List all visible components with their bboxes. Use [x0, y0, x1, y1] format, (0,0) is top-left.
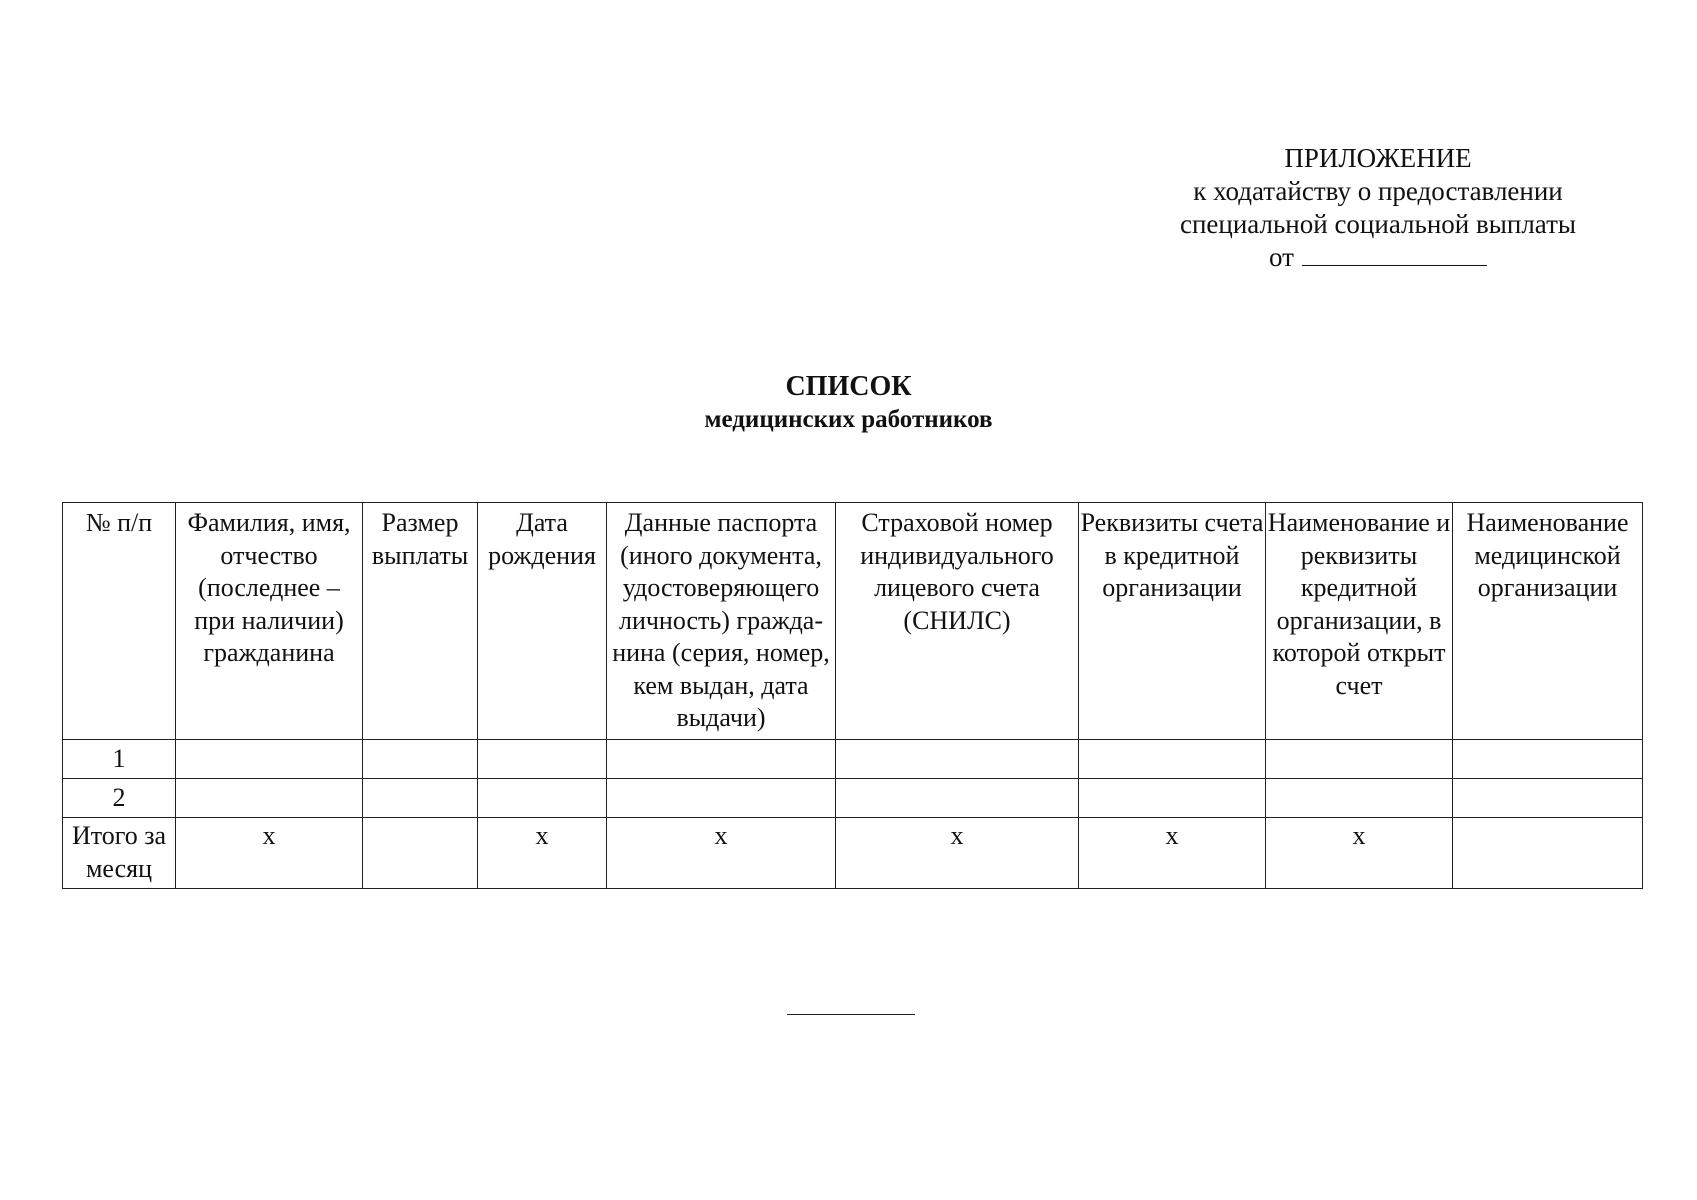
col-header-passport-data: Данные паспорта (иного документа, удостоверяющего личность) гражда-нина (серия, номер, кем выдан, дата выдачи): [607, 503, 836, 740]
table-cell: [363, 779, 478, 818]
table-cell: [1079, 779, 1266, 818]
appendix-date-prefix: от: [1269, 242, 1294, 272]
total-cell: x: [1079, 818, 1266, 889]
col-header-medical-organization: Наименование медицинской организации: [1453, 503, 1643, 740]
appendix-date-blank: [1302, 243, 1487, 266]
col-header-snils: Страховой номер индивидуального лицевого счета (СНИЛС): [836, 503, 1079, 740]
total-label: Итого за месяц: [63, 818, 176, 889]
table-cell: [607, 779, 836, 818]
appendix-line-1: к ходатайству о предоставлении: [1193, 176, 1563, 206]
table-cell: [1453, 740, 1643, 779]
table-cell: [1079, 740, 1266, 779]
document-subtitle: медицинских работников: [704, 406, 993, 433]
document-title: СПИСОК: [785, 371, 912, 402]
table-cell: [176, 740, 363, 779]
table-cell: [478, 740, 607, 779]
total-cell: x: [836, 818, 1079, 889]
appendix-title: ПРИЛОЖЕНИЕ: [1284, 143, 1472, 173]
table-cell: [836, 740, 1079, 779]
col-header-bank-details: Наименование и реквизиты кредитной организации, в которой открыт счет: [1266, 503, 1453, 740]
appendix-line-2: специальной социальной выплаты: [1179, 209, 1577, 239]
appendix-header: [1148, 142, 1608, 274]
total-cell: x: [478, 818, 607, 889]
table-cell: 2: [63, 779, 176, 818]
col-header-number: № п/п: [63, 503, 176, 740]
total-cell: [363, 818, 478, 889]
table-cell: [607, 740, 836, 779]
table-cell: [836, 779, 1079, 818]
table-cell: [176, 779, 363, 818]
col-header-payment-amount: Размер выплаты: [363, 503, 478, 740]
col-header-full-name: Фамилия, имя, отчество (последнее – при наличии) гражданина: [176, 503, 363, 740]
appendix-date-line: [1148, 241, 1608, 274]
total-cell: x: [176, 818, 363, 889]
table-header-row: [63, 503, 1643, 740]
table-cell: 1: [63, 740, 176, 779]
table-cell: [1453, 779, 1643, 818]
total-row: [63, 818, 1643, 889]
table-cell: [363, 740, 478, 779]
footnote-separator: [787, 1014, 915, 1015]
table-cell: [1266, 740, 1453, 779]
col-header-birth-date: Дата рождения: [478, 503, 607, 740]
total-cell: x: [607, 818, 836, 889]
table-cell: [478, 779, 607, 818]
workers-table: [62, 502, 1643, 889]
table-cell: [1266, 779, 1453, 818]
table-row: [63, 740, 1643, 779]
document-heading: [0, 370, 1697, 436]
table-row: [63, 779, 1643, 818]
col-header-account-details: Реквизиты счета в кредитной организации: [1079, 503, 1266, 740]
total-cell: x: [1266, 818, 1453, 889]
total-cell: [1453, 818, 1643, 889]
